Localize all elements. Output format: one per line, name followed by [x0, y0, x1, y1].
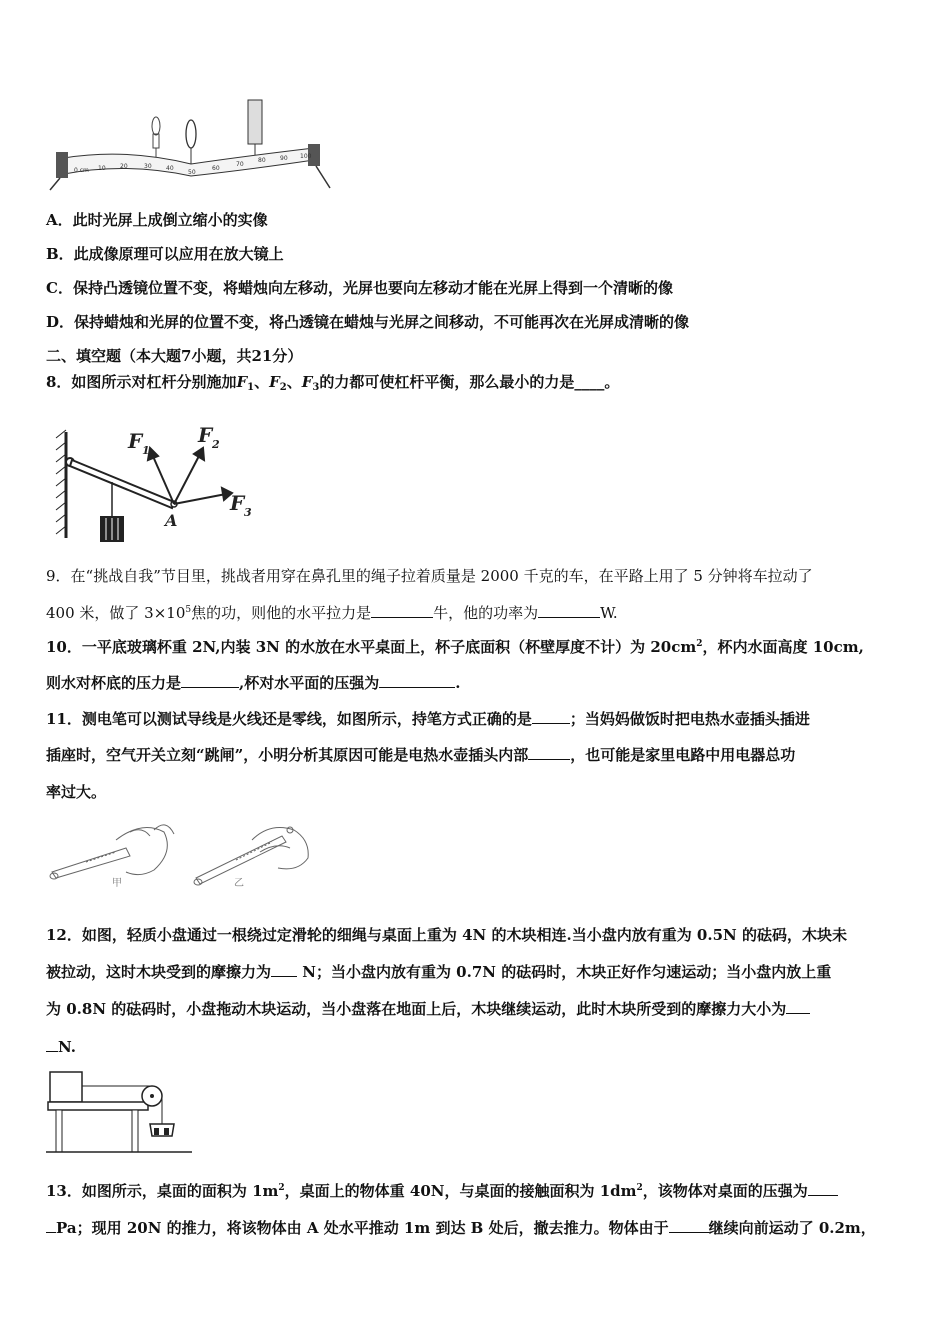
- question-10-line-2: 则水对杯底的压力是 ,杯对水平面的压强为 .: [46, 674, 461, 692]
- answer-blank[interactable]: ____: [574, 373, 605, 391]
- answer-blank[interactable]: [669, 1218, 709, 1233]
- scale-label: 50: [188, 169, 196, 176]
- question-9-line-2: 400 米，做了 $3\times 10^5$焦的功，则他的水平拉力是 牛，他的功率为 W.: [46, 604, 618, 622]
- question-10-line-1: 10．一平底玻璃杯重 2N,内装 3N 的水放在水平桌面上，杯子底面积（杯壁厚度不计）为 $20cm^2$，杯内水面高度 10cm,: [46, 638, 864, 656]
- scale-label: 20: [120, 163, 128, 170]
- force-f3-arrow: [174, 494, 226, 504]
- question-12-line-4: N.: [46, 1037, 76, 1057]
- optical-bench-figure: [46, 96, 336, 192]
- table-top: [48, 1102, 148, 1110]
- question-12-line-1: 12．如图，轻质小盘通过一根绕过定滑轮的细绳与桌面上重为 4N 的木块相连.当小盘内放有重为 0.5N 的砝码，木块未: [46, 926, 847, 944]
- answer-blank[interactable]: [181, 673, 239, 688]
- question-11-line-1: 11．测电笔可以测试导线是火线还是零线，如图所示，持笔方式正确的是 ；当妈妈做饭时把电热水壶插头插进: [46, 710, 810, 728]
- question-8: 8．如图所示对杠杆分别施加$F_1$、$F_2$、$F_3$的力都可使杠杆平衡，那么最小的力是____。: [46, 373, 620, 393]
- answer-blank[interactable]: [808, 1181, 838, 1196]
- question-11-line-3: 率过大。: [46, 783, 107, 801]
- label-a: A: [165, 511, 178, 530]
- label-f3-sub: 3: [244, 506, 252, 519]
- force-f2-arrow: [174, 454, 200, 504]
- question-9-line-1: 9．在“挑战自我”节目里，挑战者用穿在鼻孔里的绳子拉着质量是 2000 千克的车，在平路上用了 5 分钟将车拉动了: [46, 567, 813, 585]
- scale-label: 90: [280, 155, 288, 162]
- option-c: C．保持凸透镜位置不变，将蜡烛向左移动，光屏也要向左移动才能在光屏上得到一个清晰的像: [46, 279, 673, 297]
- answer-blank[interactable]: [46, 1218, 56, 1233]
- answer-blank[interactable]: [371, 603, 433, 618]
- question-13-line-2: Pa；现用 20N 的推力，将该物体由 A 处水平推动 1m 到达 B 处后，撤去推力。物体由于 继续向前运动了 0.2m，: [46, 1218, 876, 1238]
- candle-icon: [152, 117, 160, 160]
- bench-left-end: [56, 152, 68, 178]
- scale-label: 40: [166, 165, 174, 172]
- option-d: D．保持蜡烛和光屏的位置不变，将凸透镜在蜡烛与光屏之间移动，不可能再次在光屏成清晰的像: [46, 313, 690, 331]
- scale-label: 70: [236, 161, 244, 168]
- pulley-table-figure: [46, 1066, 196, 1158]
- lever-figure: [50, 420, 270, 550]
- answer-blank[interactable]: [379, 673, 455, 688]
- answer-blank[interactable]: [271, 962, 297, 977]
- label-f1: F: [128, 429, 143, 453]
- label-f3: F: [230, 491, 245, 515]
- scale-label: 0 cm: [74, 167, 89, 174]
- question-13-line-1: 13．如图所示，桌面的面积为 $1m^2$，桌面上的物体重 40N，与桌面的接触面积为 $1dm^2$，该物体对桌面的压强为: [46, 1181, 838, 1201]
- test-pen-yi: [194, 827, 308, 885]
- light-screen-icon: [248, 100, 262, 160]
- answer-blank[interactable]: [46, 1037, 58, 1052]
- question-12-line-2: 被拉动，这时木块受到的摩擦力为 N；当小盘内放有重为 0.7N 的砝码时，木块正好作匀速运动；当小盘内放上重: [46, 963, 832, 981]
- label-f2: F: [198, 423, 213, 447]
- label-f2-sub: 2: [212, 438, 220, 451]
- section-heading: 二、填空题（本大题7小题，共21分）: [46, 347, 303, 365]
- label-f1-sub: 1: [142, 444, 150, 457]
- answer-blank[interactable]: [538, 603, 600, 618]
- scale-label: 10: [98, 165, 106, 172]
- answer-blank[interactable]: [528, 745, 570, 760]
- convex-lens-icon: [186, 120, 196, 164]
- question-11-line-2: 插座时，空气开关立刻“跳闸”，小明分析其原因可能是电热水壶插头内部 ，也可能是家里电路中用电器总功: [46, 746, 796, 764]
- scale-label: 80: [258, 157, 266, 164]
- scale-label: 60: [212, 165, 220, 172]
- small-pan-icon: [150, 1124, 174, 1136]
- figure-label-yi: 乙: [234, 878, 244, 889]
- question-12-line-3: 为 0.8N 的砝码时，小盘拖动木块运动，当小盘落在地面上后，木块继续运动，此时木块所受到的摩擦力大小为: [46, 999, 810, 1019]
- scale-label: 30: [144, 163, 152, 170]
- wood-block: [50, 1072, 82, 1102]
- option-a: A．此时光屏上成倒立缩小的实像: [46, 211, 268, 229]
- answer-blank[interactable]: [532, 709, 570, 724]
- figure-label-jia: 甲: [112, 878, 122, 889]
- scale-label: 100: [300, 153, 312, 160]
- answer-blank[interactable]: [786, 999, 810, 1014]
- option-b: B．此成像原理可以应用在放大镜上: [46, 245, 284, 263]
- test-pen-figure: [46, 812, 336, 892]
- test-pen-jia: [50, 825, 174, 879]
